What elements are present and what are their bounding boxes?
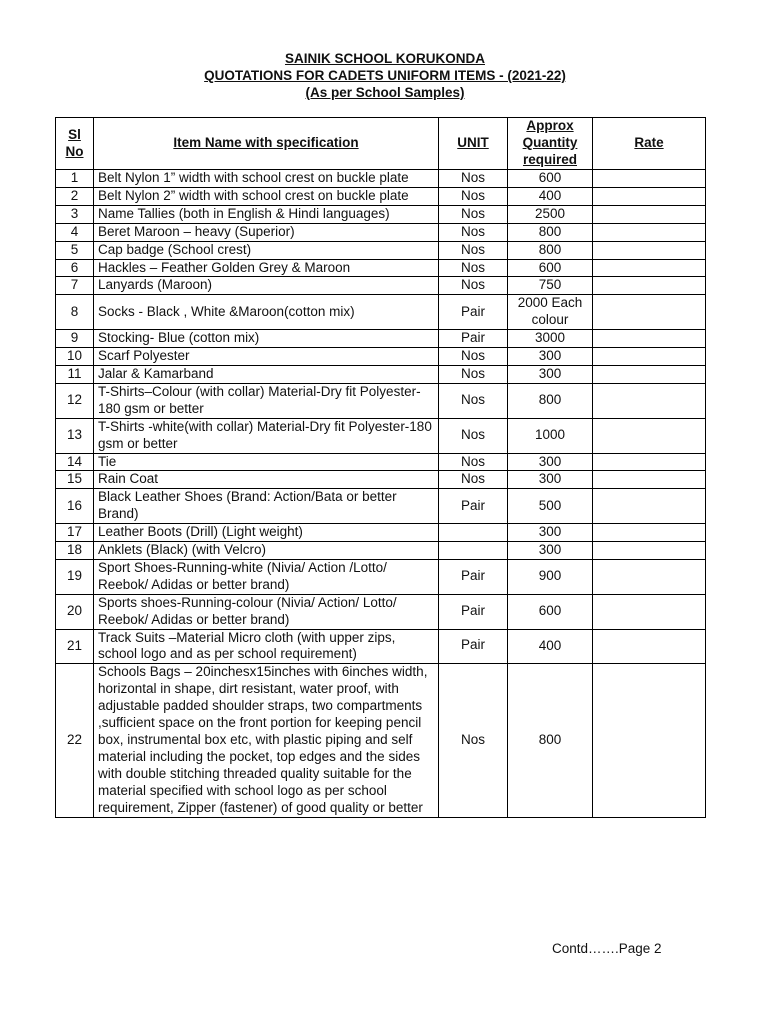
column-header-rate: Rate [593, 118, 706, 170]
cell-unit: Nos [439, 664, 508, 817]
document-subtitle: QUOTATIONS FOR CADETS UNIFORM ITEMS - (2021-22) [204, 68, 566, 83]
column-header-sl: Sl No [56, 118, 94, 170]
cell-item: Belt Nylon 1” width with school crest on buckle plate [94, 170, 439, 188]
cell-item: Socks - Black , White &Maroon(cotton mix) [94, 295, 439, 330]
cell-item: Cap badge (School crest) [94, 241, 439, 259]
cell-unit: Nos [439, 205, 508, 223]
table-row [56, 259, 706, 277]
cell-item: Black Leather Shoes (Brand: Action/Bata or better Brand) [94, 489, 439, 524]
column-header-item: Item Name with specification [94, 118, 439, 170]
cell-qty: 600 [508, 170, 593, 188]
cell-sl: 4 [56, 223, 94, 241]
cell-rate [593, 295, 706, 330]
cell-unit: Nos [439, 383, 508, 418]
cell-unit: Nos [439, 259, 508, 277]
cell-rate [593, 594, 706, 629]
cell-rate [593, 471, 706, 489]
cell-rate [593, 277, 706, 295]
continued-note: Contd…….Page 2 [552, 941, 662, 956]
cell-sl: 20 [56, 594, 94, 629]
table-header-row [56, 118, 706, 170]
cell-rate [593, 348, 706, 366]
cell-sl: 16 [56, 489, 94, 524]
cell-sl: 17 [56, 524, 94, 542]
cell-rate [593, 629, 706, 664]
table-row [56, 277, 706, 295]
table-row [56, 205, 706, 223]
table-row [56, 418, 706, 453]
table-row [56, 559, 706, 594]
table-row [56, 594, 706, 629]
cell-rate [593, 223, 706, 241]
cell-sl: 15 [56, 471, 94, 489]
cell-sl: 7 [56, 277, 94, 295]
column-header-unit: UNIT [439, 118, 508, 170]
cell-rate [593, 259, 706, 277]
cell-unit: Nos [439, 471, 508, 489]
cell-qty: 300 [508, 471, 593, 489]
cell-sl: 5 [56, 241, 94, 259]
cell-unit: Nos [439, 241, 508, 259]
cell-rate [593, 664, 706, 817]
cell-unit [439, 542, 508, 560]
cell-rate [593, 524, 706, 542]
cell-rate [593, 241, 706, 259]
table-row [56, 330, 706, 348]
table-row [56, 295, 706, 330]
document-title: SAINIK SCHOOL KORUKONDA [284, 51, 485, 66]
cell-qty: 2000 Each colour [508, 295, 593, 330]
table-row [56, 223, 706, 241]
cell-qty: 3000 [508, 330, 593, 348]
table-row [56, 241, 706, 259]
cell-qty: 400 [508, 629, 593, 664]
cell-sl: 10 [56, 348, 94, 366]
cell-unit: Nos [439, 348, 508, 366]
cell-item: Lanyards (Maroon) [94, 277, 439, 295]
cell-unit: Pair [439, 295, 508, 330]
cell-unit: Nos [439, 453, 508, 471]
cell-qty: 600 [508, 594, 593, 629]
cell-qty: 300 [508, 542, 593, 560]
cell-item: Tie [94, 453, 439, 471]
cell-item: Leather Boots (Drill) (Light weight) [94, 524, 439, 542]
cell-qty: 300 [508, 348, 593, 366]
cell-rate [593, 453, 706, 471]
cell-sl: 18 [56, 542, 94, 560]
cell-unit: Nos [439, 365, 508, 383]
table-row [56, 629, 706, 664]
cell-unit: Nos [439, 187, 508, 205]
table-row [56, 187, 706, 205]
cell-item: Track Suits –Material Micro cloth (with upper zips, school logo and as per school requirement) [94, 629, 439, 664]
cell-sl: 13 [56, 418, 94, 453]
cell-sl: 8 [56, 295, 94, 330]
cell-sl: 21 [56, 629, 94, 664]
cell-qty: 750 [508, 277, 593, 295]
cell-rate [593, 365, 706, 383]
cell-sl: 11 [56, 365, 94, 383]
cell-item: Jalar & Kamarband [94, 365, 439, 383]
cell-sl: 14 [56, 453, 94, 471]
cell-rate [593, 170, 706, 188]
table-row [56, 471, 706, 489]
cell-sl: 9 [56, 330, 94, 348]
cell-qty: 900 [508, 559, 593, 594]
table-row [56, 542, 706, 560]
cell-unit: Pair [439, 594, 508, 629]
cell-sl: 2 [56, 187, 94, 205]
cell-item: Belt Nylon 2” width with school crest on buckle plate [94, 187, 439, 205]
cell-qty: 1000 [508, 418, 593, 453]
cell-item: Sport Shoes-Running-white (Nivia/ Action /Lotto/ Reebok/ Adidas or better brand) [94, 559, 439, 594]
cell-qty: 600 [508, 259, 593, 277]
cell-qty: 2500 [508, 205, 593, 223]
cell-item: Hackles – Feather Golden Grey & Maroon [94, 259, 439, 277]
cell-unit: Nos [439, 170, 508, 188]
cell-rate [593, 383, 706, 418]
cell-item: Beret Maroon – heavy (Superior) [94, 223, 439, 241]
table-row [56, 524, 706, 542]
cell-item: Rain Coat [94, 471, 439, 489]
cell-unit: Pair [439, 489, 508, 524]
cell-rate [593, 489, 706, 524]
cell-qty: 800 [508, 223, 593, 241]
table-row [56, 170, 706, 188]
cell-rate [593, 187, 706, 205]
cell-qty: 800 [508, 383, 593, 418]
cell-qty: 800 [508, 241, 593, 259]
cell-item: Scarf Polyester [94, 348, 439, 366]
cell-unit: Pair [439, 629, 508, 664]
cell-qty: 400 [508, 187, 593, 205]
cell-qty: 300 [508, 453, 593, 471]
column-header-qty: Approx Quantity required [508, 118, 593, 170]
cell-unit: Nos [439, 223, 508, 241]
cell-qty: 300 [508, 524, 593, 542]
cell-sl: 1 [56, 170, 94, 188]
cell-item: Schools Bags – 20inchesx15inches with 6inches width, horizontal in shape, dirt resistant, water proof, with adjustable padded shoulder straps, two compartments ,sufficient space on the front portion for keeping pencil box, instrumental box etc, with plastic piping and self material including the pocket, top edges and the sides with double stitching threaded quality suitable for the material specified with school logo as per school requirement, Zipper (fastener) of good quality or better [94, 664, 439, 817]
cell-sl: 6 [56, 259, 94, 277]
cell-rate [593, 205, 706, 223]
cell-qty: 500 [508, 489, 593, 524]
cell-sl: 12 [56, 383, 94, 418]
table-row [56, 453, 706, 471]
cell-rate [593, 330, 706, 348]
cell-item: Name Tallies (both in English & Hindi languages) [94, 205, 439, 223]
cell-sl: 3 [56, 205, 94, 223]
cell-sl: 19 [56, 559, 94, 594]
cell-rate [593, 559, 706, 594]
cell-qty: 800 [508, 664, 593, 817]
cell-item: T-Shirts -white(with collar) Material-Dry fit Polyester-180 gsm or better [94, 418, 439, 453]
table-row [56, 664, 706, 817]
cell-unit: Pair [439, 559, 508, 594]
cell-rate [593, 542, 706, 560]
table-row [56, 365, 706, 383]
cell-unit [439, 524, 508, 542]
cell-sl: 22 [56, 664, 94, 817]
table-row [56, 489, 706, 524]
cell-item: T-Shirts–Colour (with collar) Material-Dry fit Polyester-180 gsm or better [94, 383, 439, 418]
cell-unit: Nos [439, 277, 508, 295]
cell-item: Stocking- Blue (cotton mix) [94, 330, 439, 348]
table-row [56, 348, 706, 366]
cell-qty: 300 [508, 365, 593, 383]
quotation-table [55, 117, 706, 818]
cell-rate [593, 418, 706, 453]
cell-item: Sports shoes-Running-colour (Nivia/ Action/ Lotto/ Reebok/ Adidas or better brand) [94, 594, 439, 629]
document-note: (As per School Samples) [305, 85, 465, 100]
cell-item: Anklets (Black) (with Velcro) [94, 542, 439, 560]
cell-unit: Pair [439, 330, 508, 348]
cell-unit: Nos [439, 418, 508, 453]
table-row [56, 383, 706, 418]
